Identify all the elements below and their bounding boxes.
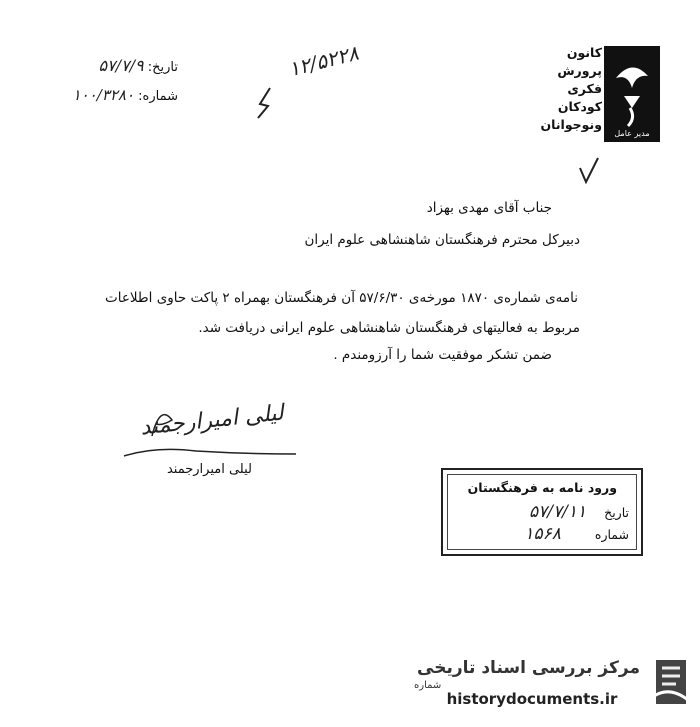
watermark-title-text: مرکز بررسی اسناد تاریخی [417,658,640,678]
receipt-stamp [441,468,643,556]
date-value: ۵۷/۷/۹ [98,56,144,75]
addressee-title-text: دبیرکل محترم فرهنگستان شاهنشاهی علوم ایران [304,232,580,248]
handwritten-mark [252,86,276,120]
handwritten-reference-text: ۱۲/۵۲۲۸ [286,40,361,82]
number-value: ۱۰۰/۳۲۸۰ [72,86,135,104]
org-name-line: ونوجوانان [540,117,602,132]
letter-closing [333,347,552,363]
org-name-line: فکری [567,81,602,96]
stamp-date-label: تاریخ [604,505,629,520]
archive-logo-icon [650,656,692,708]
org-name-line: کودکان [557,99,602,114]
letter-body-text: نامه‌ی شماره‌ی ۱۸۷۰ مورخه‌ی ۵۷/۶/۳۰ آن فرهنگستان بهمراه ۲ پاکت حاوی اطلاعات [105,290,578,306]
letter-body-line-1 [105,290,578,306]
letter-body-text: مربوط به فعالیتهای فرهنگستان شاهنشاهی علوم ایرانی دریافت شد. [198,320,580,336]
stamp-date-field [529,502,629,522]
check-mark-icon [578,156,600,184]
stamp-title-text: ورود نامه به فرهنگستان [467,480,617,495]
stamp-number-label: شماره [594,527,629,542]
signature-text: لیلی امیرارجمند [139,400,285,441]
addressee-name [427,200,552,216]
watermark-url-text: historydocuments.ir [446,690,618,708]
number-label: شماره: [138,89,178,104]
archive-watermark [410,650,695,722]
number-field [58,86,178,104]
signature-stroke [116,396,306,466]
org-name-line: پرورش [557,63,602,78]
addressee-title [304,232,580,248]
watermark-prefix-text: شماره [414,680,442,691]
logo-mark-text: مدیر عامل [614,129,650,138]
stamp-number-field [524,524,629,544]
date-label: تاریخ: [147,60,178,75]
stamp-title [468,480,617,495]
stamp-number-value: ۱۵۶۸ [524,524,561,544]
organization-logo [604,46,660,142]
signatory-name [167,462,252,477]
organization-name [538,44,602,134]
stamp-date-value: ۵۷/۷/۱۱ [529,502,587,522]
watermark-title [417,658,640,678]
bird-emblem-icon [606,48,658,140]
signatory-name-text: لیلی امیرارجمند [166,462,252,477]
addressee-name-text: جناب آقای مهدی بهزاد [426,200,552,216]
handwritten-reference [286,41,361,82]
letter-body-line-2 [198,320,580,336]
watermark-url [422,690,642,708]
letter-closing-text: ضمن تشکر موفقیت شما را آرزومندم . [333,347,552,363]
date-field [58,56,178,75]
org-name-line: کانون [566,45,602,60]
